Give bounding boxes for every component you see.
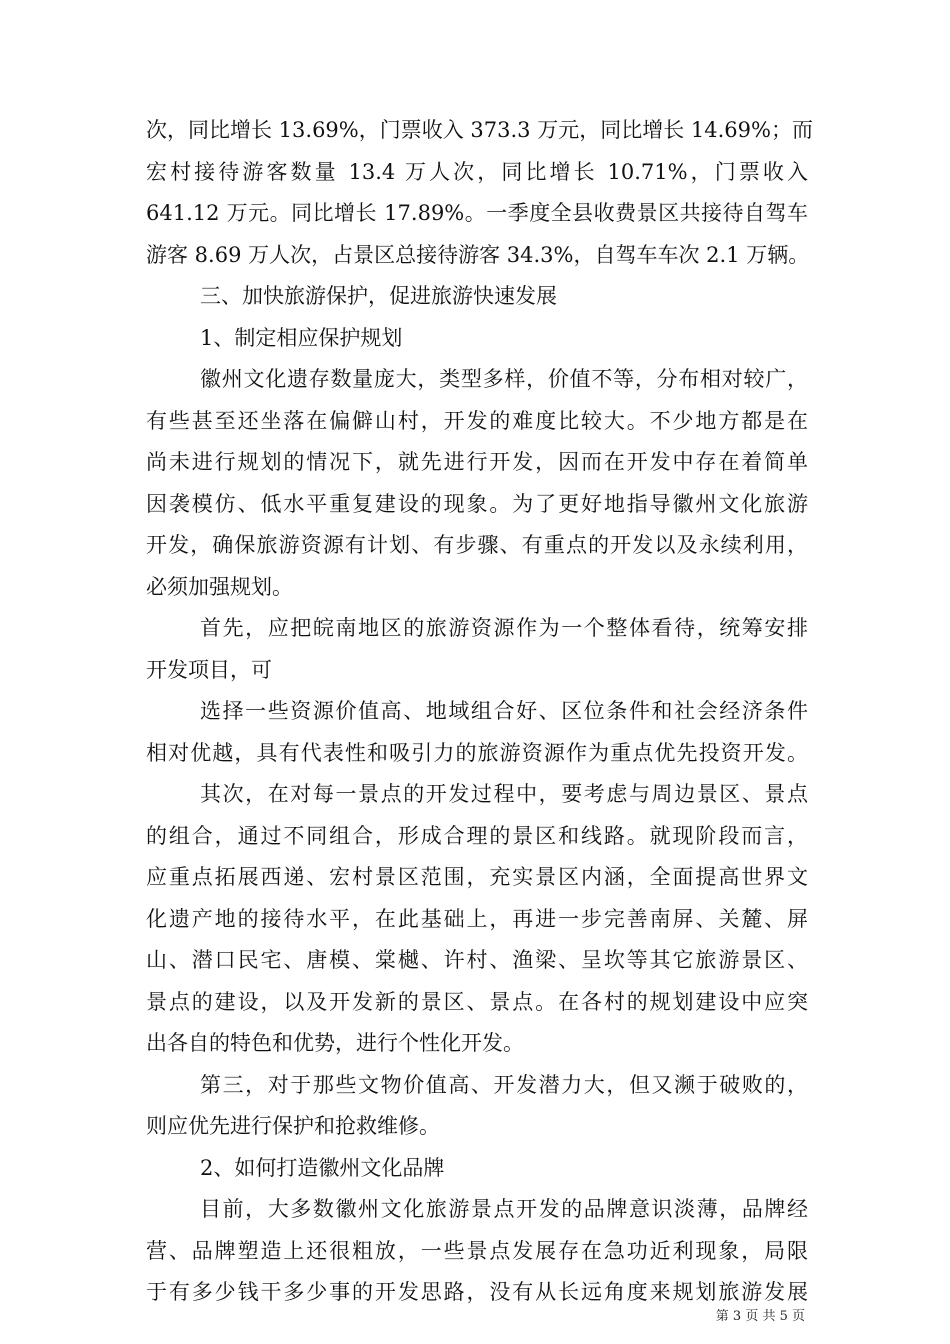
subsection-heading: 2、如何打造徽州文化品牌 (200, 1155, 445, 1180)
text-line: 出各自的特色和优势，进行个性化开发。 (146, 1031, 524, 1055)
text-line: 第三，对于那些文物价值高、开发潜力大，但又濒于破败的， (200, 1072, 808, 1097)
subsection-heading: 1、制定相应保护规划 (200, 325, 403, 350)
text-line: 徽州文化遗存数量庞大，类型多样，价值不等，分布相对较广， (200, 367, 808, 391)
text-line: 次，同比增长 13.69%，门票收入 373.3 万元，同比增长 14.69%；而 (146, 118, 813, 142)
text-line: 开发项目，可 (146, 657, 272, 682)
text-line: 首先，应把皖南地区的旅游资源作为一个整体看待，统筹安排 (200, 616, 808, 640)
text-line: 化遗产地的接待水平，在此基础上，再进一步完善南屏、关麓、屏 (146, 906, 808, 931)
text-line: 宏村接待游客数量 13.4 万人次，同比增长 10.71%，门票收入 (146, 159, 808, 184)
text-line: 因袭模仿、低水平重复建设的现象。为了更好地指导徽州文化旅游 (146, 491, 808, 516)
page-number: 第 3 页 共 5 页 (715, 1309, 805, 1324)
text-line: 尚未进行规划的情况下，就先进行开发，因而在开发中存在着简单 (146, 450, 808, 474)
text-line: 选择一些资源价值高、地域组合好、区位条件和社会经济条件 (200, 699, 808, 723)
text-line: 相对优越，具有代表性和吸引力的旅游资源作为重点优先投资开发。 (146, 740, 808, 765)
text-line: 开发，确保旅游资源有计划、有步骤、有重点的开发以及永续利用， (146, 533, 808, 557)
text-line: 的组合，通过不同组合，形成合理的景区和线路。就现阶段而言， (146, 823, 808, 848)
text-line: 于有多少钱干多少事的开发思路，没有从长远角度来规划旅游发展 (146, 1280, 808, 1304)
text-line: 景点的建设，以及开发新的景区、景点。在各村的规划建设中应突 (146, 989, 808, 1014)
text-line: 山、潜口民宅、唐模、棠樾、许村、渔梁、呈坎等其它旅游景区、 (146, 948, 808, 972)
text-line: 则应优先进行保护和抢救维修。 (146, 1114, 440, 1138)
text-line: 有些甚至还坐落在偏僻山村，开发的难度比较大。不少地方都是在 (146, 408, 808, 433)
text-line: 游客 8.69 万人次，占景区总接待游客 34.3%，自驾车车次 2.1 万辆。 (146, 242, 810, 267)
text-line: 其次，在对每一景点的开发过程中，要考虑与周边景区、景点 (200, 782, 808, 806)
text-line: 应重点拓展西递、宏村景区范围，充实景区内涵，全面提高世界文 (146, 865, 808, 889)
text-line: 641.12 万元。同比增长 17.89%。一季度全县收费景区共接待自驾车 (146, 201, 808, 225)
text-line: 目前，大多数徽州文化旅游景点开发的品牌意识淡薄，品牌经 (200, 1197, 808, 1221)
text-line: 营、品牌塑造上还很粗放，一些景点发展存在急功近利现象，局限 (146, 1238, 808, 1263)
text-line: 必须加强规划。 (146, 574, 293, 599)
section-heading: 三、加快旅游保护，促进旅游快速发展 (200, 284, 557, 308)
